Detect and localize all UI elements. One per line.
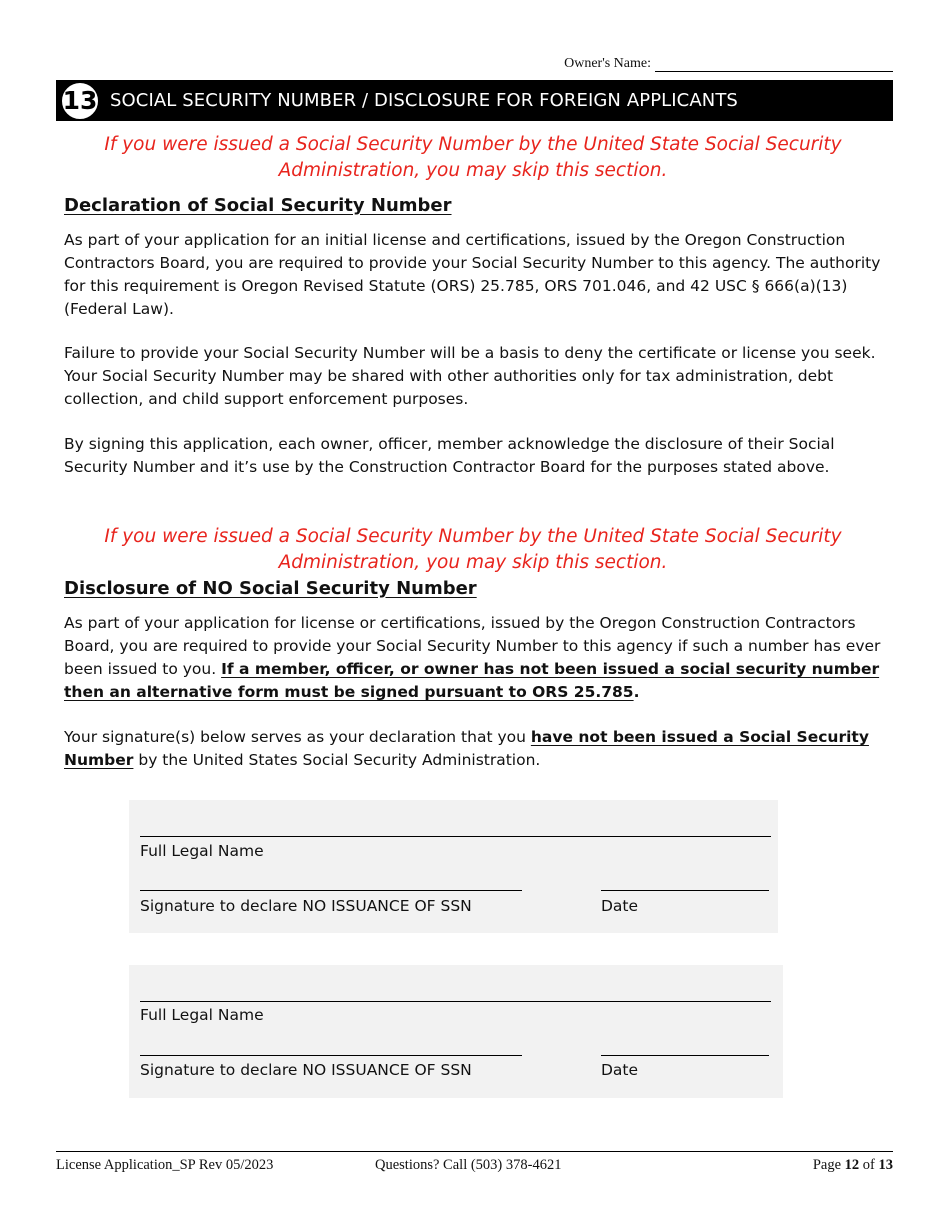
footer-page-number xyxy=(813,1157,893,1174)
skip-note xyxy=(100,524,846,576)
footer-form-id: License Application_SP Rev 05/2023 xyxy=(56,1157,274,1173)
declaration-paragraph: As part of your application for an initial license and certifications, issued by the Oregon Construction Contractors Board, you are required to provide your Social Security Number to this agency. The authority for this requirement is Oregon Revised Statute (ORS) 25.785, ORS 701.046, and 42 USC § 666(a)(13) (Federal Law). xyxy=(64,231,881,318)
skip-note xyxy=(100,132,846,184)
date-label: Date xyxy=(601,897,639,915)
disclosure-text: by the United States Social Security Administration. xyxy=(133,751,541,769)
disclosure-paragraph xyxy=(64,612,886,704)
skip-note-line: If you were issued a Social Security Number by the United State Social Security xyxy=(104,526,842,547)
signature-label: Signature to declare NO ISSUANCE OF SSN xyxy=(140,1061,472,1079)
section-title: SOCIAL SECURITY NUMBER / DISCLOSURE FOR FOREIGN APPLICANTS xyxy=(110,90,738,111)
page-word: Page xyxy=(812,1157,842,1173)
disclosure-emphasis: If a member, officer, or owner has not been issued a social security number then an alternative form must be signed pursuant to ORS 25.785 xyxy=(64,660,880,701)
signature-line[interactable] xyxy=(140,1055,522,1056)
signature-block xyxy=(129,800,778,933)
signature-label: Signature to declare NO ISSUANCE OF SSN xyxy=(140,897,472,915)
declaration-heading: Declaration of Social Security Number xyxy=(64,195,452,216)
full-legal-name-line[interactable] xyxy=(140,836,771,837)
owners-name-field[interactable] xyxy=(564,56,893,72)
declaration-paragraph: Failure to provide your Social Security Number will be a basis to deny the certificate or license you seek. Your Social Security Number may be shared with other authorities only for tax administration, debt collection, and child support enforcement purposes. xyxy=(64,344,876,408)
disclosure-text: Your signature(s) below serves as your declaration that you xyxy=(64,728,531,746)
page-of: of xyxy=(862,1157,875,1173)
date-label: Date xyxy=(601,1061,639,1079)
full-legal-name-label: Full Legal Name xyxy=(140,1006,264,1024)
owners-name-line[interactable] xyxy=(655,57,893,72)
signature-line[interactable] xyxy=(140,890,522,891)
footer-divider xyxy=(56,1151,893,1152)
disclosure-heading: Disclosure of NO Social Security Number xyxy=(64,578,477,599)
page-total: 13 xyxy=(878,1157,893,1173)
page-current: 12 xyxy=(844,1157,860,1173)
disclosure-period: . xyxy=(633,683,640,701)
skip-note-line: Administration, you may skip this section. xyxy=(278,160,668,181)
disclosure-emphasis: have not been issued a Social Security Number xyxy=(64,728,869,769)
disclosure-paragraph xyxy=(64,726,886,772)
date-line[interactable] xyxy=(601,890,769,891)
full-legal-name-line[interactable] xyxy=(140,1001,771,1002)
declaration-paragraph: By signing this application, each owner, officer, member acknowledge the disclosure of their Social Security Number and it’s use by the Construction Contractor Board for the purposes stated above. xyxy=(64,435,835,476)
disclosure-text: As part of your application for license or certifications, issued by the Oregon Construction Contractors Board, you are required to provide your Social Security Number to this agency if such a number has ever been issued to you. xyxy=(64,614,881,678)
full-legal-name-label: Full Legal Name xyxy=(140,842,264,860)
skip-note-line: If you were issued a Social Security Number by the United State Social Security xyxy=(104,134,842,155)
signature-block xyxy=(129,965,783,1098)
section-header xyxy=(56,80,893,121)
owners-name-label: Owner's Name: xyxy=(564,56,651,71)
skip-note-line: Administration, you may skip this section. xyxy=(278,552,668,573)
footer-questions: Questions? Call (503) 378-4621 xyxy=(375,1157,562,1173)
section-number-badge: 13 xyxy=(60,81,100,121)
date-line[interactable] xyxy=(601,1055,769,1056)
